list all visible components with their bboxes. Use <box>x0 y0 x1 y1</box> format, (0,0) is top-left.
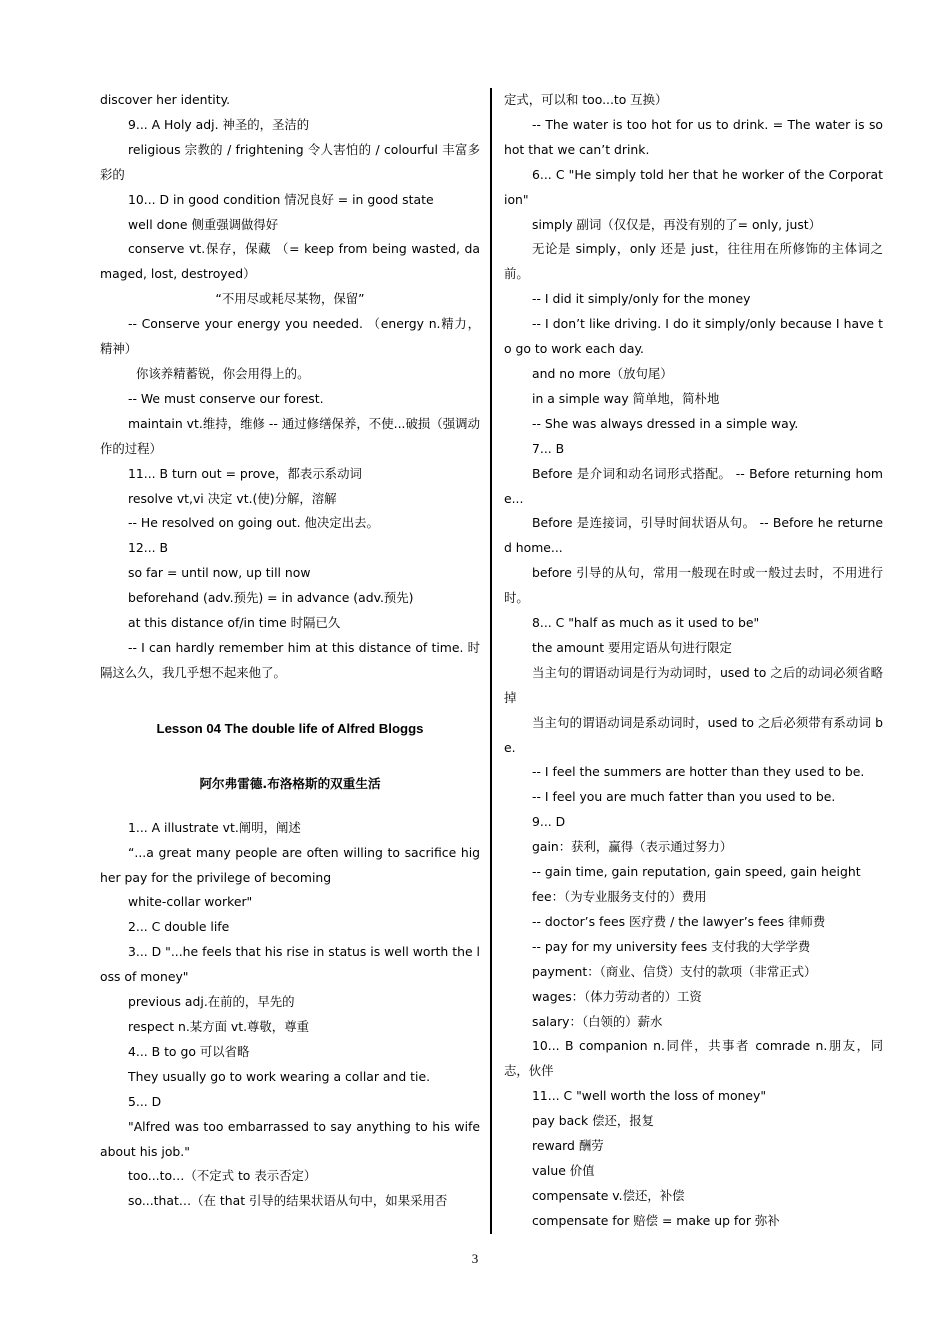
text-line: "Alfred was too embarrassed to say anything to his wife about his job." <box>100 1118 480 1159</box>
text-line: 6... C "He simply told her that he worker of the Corporation" <box>504 166 883 207</box>
text-line: -- We must conserve our forest. <box>128 390 324 406</box>
text-line: the amount 要用定语从句进行限定 <box>532 639 732 655</box>
text-line: beforehand (adv.预先) = in advance (adv.预先) <box>128 590 414 606</box>
text-line: wages：（体力劳动者的）工资 <box>532 988 702 1004</box>
text-line: Before 是介词和动名词形式搭配。 -- Before returning home... <box>504 465 883 506</box>
page-number: 3 <box>471 1251 479 1266</box>
text-line: -- doctor’s fees 医疗费 / the lawyer’s fees 律师费 <box>532 913 826 929</box>
text-line: salary：（白领的）薪水 <box>532 1013 663 1029</box>
right-column <box>504 88 883 1234</box>
text-line: 10... D in good condition 情况良好 = in good state <box>128 191 434 207</box>
text-line: 9... D <box>532 814 566 830</box>
text-line: payment：（商业、信贷）支付的款项（非常正式） <box>532 963 817 979</box>
text-line: -- pay for my university fees 支付我的大学学费 <box>532 938 811 954</box>
text-line: -- I feel you are much fatter than you used to be. <box>532 789 836 805</box>
text-line: 当主句的谓语动词是系动词时，used to 之后必须带有系动词 be. <box>504 714 883 755</box>
text-line: “不用尽或耗尽某物，保留” <box>215 291 365 307</box>
text-line: 9... A Holy adj. 神圣的，圣洁的 <box>128 116 310 132</box>
lesson-subtitle: 阿尔弗雷德.布洛格斯的双重生活 <box>199 775 381 791</box>
text-line: reward 酬劳 <box>532 1138 604 1154</box>
text-line: well done 侧重强调做得好 <box>128 216 279 232</box>
text-line: 当主句的谓语动词是行为动词时，used to 之后的动词必须省略掉 <box>504 664 883 705</box>
text-line: gain：获利，赢得（表示通过努力） <box>532 839 733 855</box>
text-line: in a simple way 简单地，简朴地 <box>532 390 720 406</box>
lesson-title: Lesson 04 The double life of Alfred Bloggs <box>156 720 424 736</box>
text-line: simply 副词（仅仅是，再没有别的了= only, just） <box>532 216 822 232</box>
text-line: They usually go to work wearing a collar and tie. <box>128 1068 431 1084</box>
text-line: religious 宗教的 / frightening 令人害怕的 / colourful 丰富多彩的 <box>100 141 480 182</box>
text-line: and no more（放句尾） <box>532 365 673 381</box>
text-line: -- Conserve your energy you needed. （energy n.精力，精神） <box>100 316 480 357</box>
text-line: 你该养精蓄锐，你会用得上的。 <box>136 365 310 381</box>
text-line: -- He resolved on going out. 他决定出去。 <box>128 515 379 531</box>
text-line: compensate v.偿还，补偿 <box>532 1187 685 1203</box>
text-line: 定式，可以和 too...to 互换） <box>504 92 668 107</box>
text-line: 无论是 simply，only 还是 just，往往用在所修饰的主体词之前。 <box>504 241 883 282</box>
text-line: previous adj.在前的，早先的 <box>128 994 295 1010</box>
text-line: 10... B companion n.同伴，共事者 comrade n.朋友，同志，伙伴 <box>504 1038 883 1079</box>
text-line: before 引导的从句，常用一般现在时或一般过去时，不用进行时。 <box>504 565 883 606</box>
text-line: -- I feel the summers are hotter than they used to be. <box>532 764 865 780</box>
text-line: white-collar worker" <box>128 894 253 910</box>
column-divider <box>490 88 492 1234</box>
text-line: -- I don’t like driving. I do it simply/only because I have to go to work each day. <box>504 316 883 357</box>
text-line: 4... B to go 可以省略 <box>128 1043 250 1059</box>
text-line: 3... D "...he feels that his rise in status is well worth the loss of money" <box>100 944 480 985</box>
text-line: resolve vt,vi 决定 vt.(使)分解，溶解 <box>128 490 337 506</box>
text-line: compensate for 赔偿 = make up for 弥补 <box>532 1212 780 1228</box>
text-line: -- I can hardly remember him at this distance of time. 时隔这么久，我几乎想不起来他了。 <box>100 639 480 680</box>
text-line: maintain vt.维持，维修 -- 通过修缮保养，不使...破损（强调动作的过程） <box>100 415 480 456</box>
text-line: 5... D <box>128 1093 162 1109</box>
text-line: Before 是连接词，引导时间状语从句。 -- Before he returned home... <box>504 515 883 556</box>
text-line: so...that…（在 that 引导的结果状语从句中，如果采用否 <box>128 1193 448 1209</box>
text-line: discover her identity. <box>100 92 231 107</box>
text-line: 2... C double life <box>128 919 230 935</box>
text-line: 1... A illustrate vt.阐明，阐述 <box>128 819 301 835</box>
text-line: “...a great many people are often willing to sacrifice higher pay for the privilege of becoming <box>100 844 480 885</box>
text-line: at this distance of/in time 时隔已久 <box>128 615 341 631</box>
text-line: value 价值 <box>532 1162 595 1178</box>
text-line: 12... B <box>128 540 169 556</box>
text-line: respect n.某方面 vt.尊敬，尊重 <box>128 1019 309 1034</box>
text-line: 7... B <box>532 440 565 456</box>
text-line: -- I did it simply/only for the money <box>532 291 751 307</box>
left-column <box>100 88 480 1214</box>
text-line: conserve vt.保存，保藏 （= keep from being wasted, damaged, lost, destroyed） <box>100 241 480 282</box>
text-line: 11... C "well worth the loss of money" <box>532 1088 767 1104</box>
text-line: pay back 偿还，报复 <box>532 1113 655 1129</box>
text-line: so far = until now, up till now <box>128 565 311 581</box>
text-line: -- The water is too hot for us to drink. = The water is so hot that we can’t drink. <box>504 116 883 157</box>
text-line: fee：（为专业服务支付的）费用 <box>532 889 707 904</box>
text-line: -- gain time, gain reputation, gain speed, gain height <box>532 864 861 880</box>
text-line: 8... C "half as much as it used to be" <box>532 615 760 631</box>
text-line: too...to…（不定式 to 表示否定） <box>128 1168 317 1184</box>
text-line: 11... B turn out = prove，都表示系动词 <box>128 465 362 481</box>
text-line: -- She was always dressed in a simple way. <box>532 415 799 431</box>
